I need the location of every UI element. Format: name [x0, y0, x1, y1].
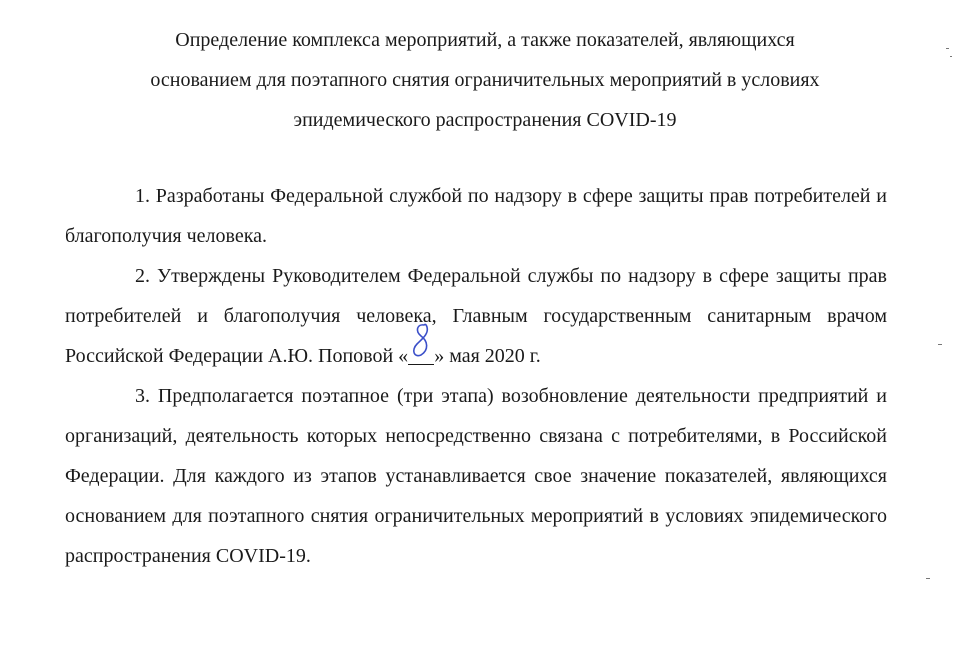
handwritten-day-field — [408, 336, 434, 362]
title-line-3: эпидемического распространения COVID-19 — [293, 109, 677, 131]
document-body — [65, 176, 887, 576]
paragraph-2-date-tail: » мая 2020 г. — [434, 345, 541, 367]
title-line-2: основанием для поэтапного снятия ограничительных мероприятий в условиях — [150, 69, 820, 91]
paragraph-1: 1. Разработаны Федеральной службой по надзору в сфере защиты прав потребителей и благополучия человека. — [65, 185, 887, 247]
scan-speck — [938, 344, 942, 345]
paragraph-2-text: 2. Утверждены Руководителем Федеральной службы по надзору в сфере защиты прав потребителей и благополучия человека, Главным государственным санитарным врачом Российской Федерации А.Ю. Поповой « — [65, 265, 887, 367]
document-title — [60, 20, 910, 140]
scan-speck — [950, 56, 952, 57]
paragraph-3: 3. Предполагается поэтапное (три этапа) возобновление деятельности предприятий и организаций, деятельность которых непосредственно связана с потребителями, в Российской Федерации. Для каждого из этапов устанавливается свое значение показателей, являющихся основанием для поэтапного снятия ограничительных мероприятий в условиях эпидемического распространения COVID-19. — [65, 385, 887, 567]
scan-speck — [946, 48, 949, 49]
paragraph-2 — [65, 256, 887, 376]
title-line-1: Определение комплекса мероприятий, а также показателей, являющихся — [175, 29, 795, 51]
scan-speck — [926, 578, 930, 579]
